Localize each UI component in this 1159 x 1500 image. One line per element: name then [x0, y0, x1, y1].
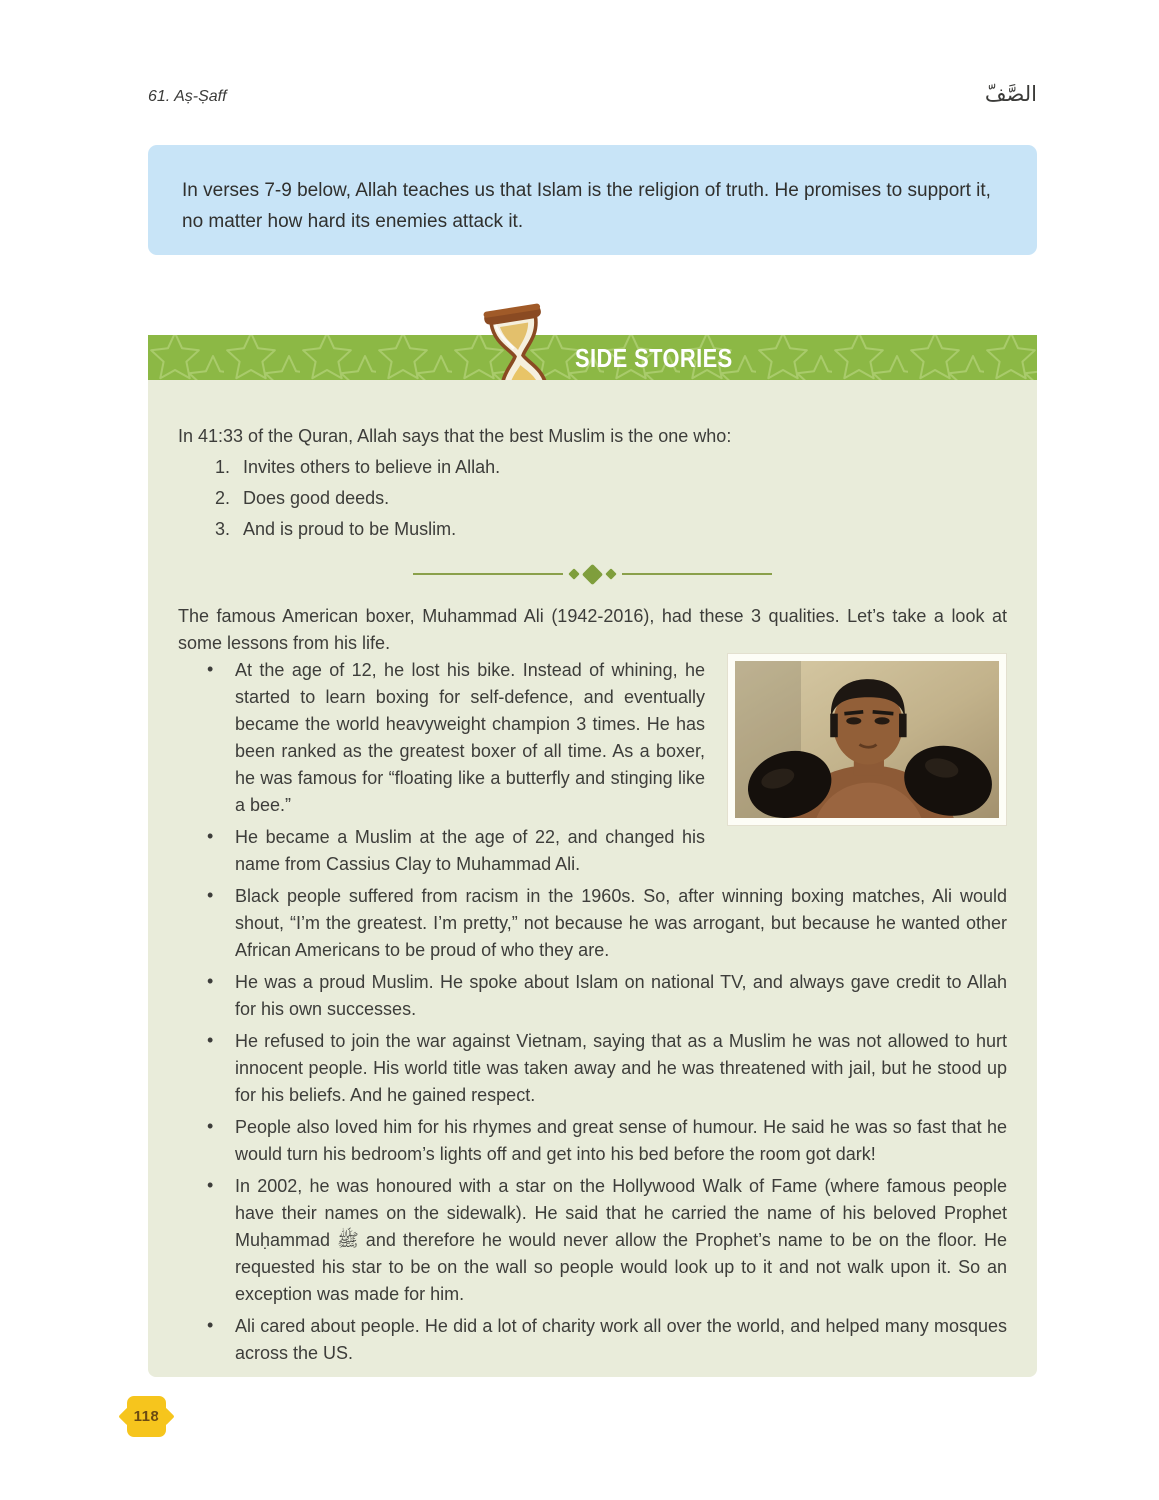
- chapter-title: 61. Aṣ-Ṣaff: [148, 88, 227, 105]
- surah-name-arabic: الصَّفّ: [984, 82, 1037, 106]
- lessons-section: [178, 657, 1007, 1367]
- quran-quote-intro: In 41:33 of the Quran, Allah says that the best Muslim is the one who:: [178, 426, 732, 446]
- lesson-item: • He became a Muslim at the age of 22, and changed his name from Cassius Clay to Muhammad Ali.: [205, 824, 1007, 878]
- page-header: [148, 82, 1037, 106]
- divider-line: [622, 573, 772, 575]
- verse-summary-box: [148, 145, 1037, 255]
- best-muslim-qualities-list: [178, 454, 1007, 543]
- lesson-item: • Ali cared about people. He did a lot of charity work all over the world, and helped many mosques across the US.: [205, 1313, 1007, 1367]
- side-stories-title: SIDE STORIES: [575, 343, 733, 373]
- lesson-item: • He refused to join the war against Vietnam, saying that as a Muslim he was not allowed to hurt innocent people. His world title was taken away and he was threatened with jail, but he stood up for his beliefs. And he gained respect.: [205, 1028, 1007, 1109]
- quality-item: 1. Invites others to believe in Allah.: [235, 454, 1007, 481]
- lesson-item: • In 2002, he was honoured with a star on the Hollywood Walk of Fame (where famous people have their names on the sidewalk). He said that he carried the name of his beloved Prophet Muḥammad ﷺ and therefore he would never allow the Prophet’s name to be on the floor. He requested his star to be on the wall so people would look up to it and not walk upon it. So an exception was made for him.: [205, 1173, 1007, 1308]
- verse-summary-text: In verses 7-9 below, Allah teaches us that Islam is the religion of truth. He promises to support it, no matter how hard its enemies attack it.: [182, 180, 991, 232]
- page-number: 118: [133, 1408, 160, 1425]
- quality-item: 2. Does good deeds.: [235, 485, 1007, 512]
- side-stories-banner: [148, 335, 1037, 380]
- lesson-item: • At the age of 12, he lost his bike. Instead of whining, he started to learn boxing for self-defence, and eventually became the world heavyweight champion 3 times. He has been ranked as the greatest boxer of all time. As a boxer, he was famous for “floating like a butterfly and stinging like a bee.”: [205, 657, 1007, 819]
- quality-item: 3. And is proud to be Muslim.: [235, 516, 1007, 543]
- diamond-icon: [568, 568, 579, 579]
- ali-lessons-list: [205, 657, 1007, 1367]
- side-stories-panel: [148, 380, 1037, 1377]
- ali-intro-paragraph: The famous American boxer, Muhammad Ali (1942-2016), had these 3 qualities. Let’s take a look at some lessons from his life.: [178, 606, 1007, 653]
- diamond-icon: [605, 568, 616, 579]
- diamond-icon: [582, 563, 603, 584]
- section-divider: [358, 565, 828, 583]
- lesson-item: • He was a proud Muslim. He spoke about Islam on national TV, and always gave credit to Allah for his own successes.: [205, 969, 1007, 1023]
- lesson-item: • Black people suffered from racism in the 1960s. So, after winning boxing matches, Ali would shout, “I’m the greatest. I’m pretty,” not because he was arrogant, but because he wanted other African Americans to be proud of who they are.: [205, 883, 1007, 964]
- page-number-badge: [122, 1396, 171, 1437]
- lesson-item: • People also loved him for his rhymes and great sense of humour. He said he was so fast that he would turn his bedroom’s lights off and get into his bed before the room got dark!: [205, 1114, 1007, 1168]
- divider-line: [413, 573, 563, 575]
